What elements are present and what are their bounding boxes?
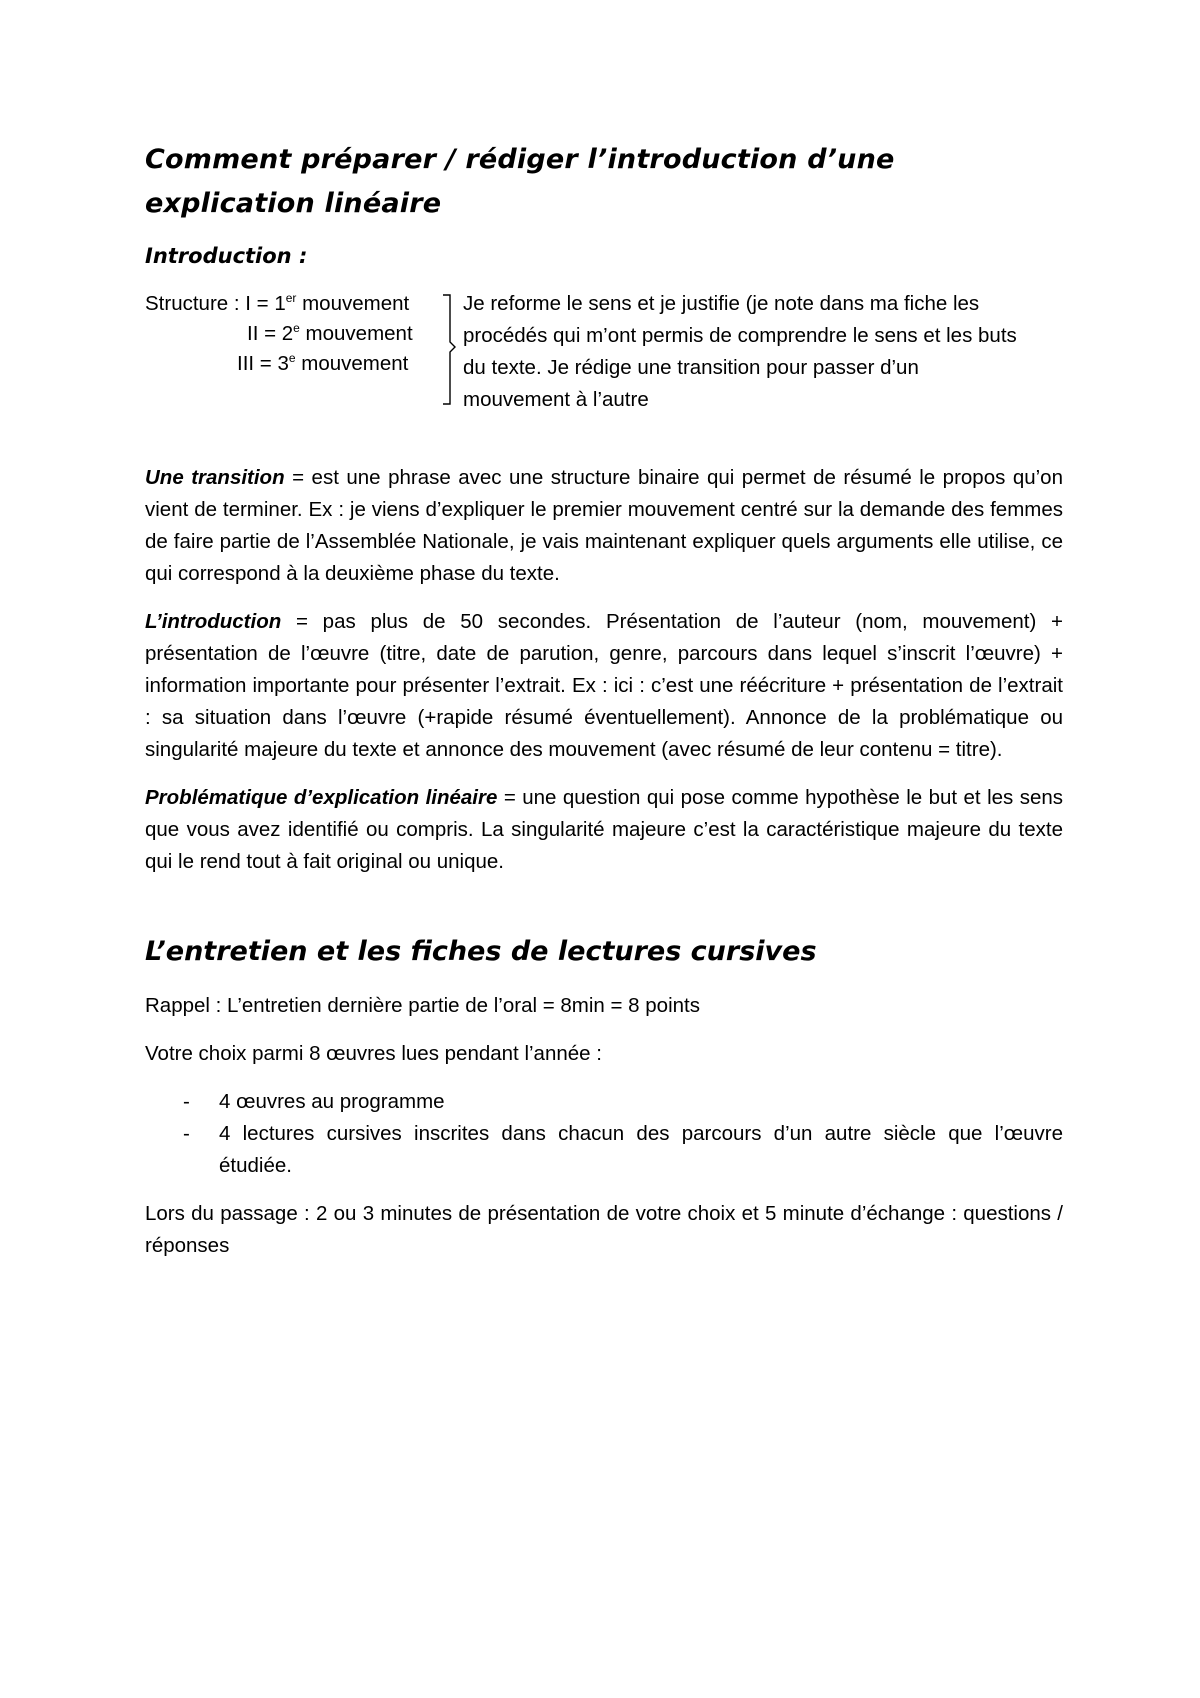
structure-block [145, 288, 1063, 418]
term-transition: Une transition [145, 466, 285, 489]
structure-roman: I = 1er mouvement [245, 291, 410, 315]
entretien-heading: L’entretien et les fiches de lectures cursives [145, 936, 817, 967]
term-introduction: L’introduction [145, 610, 282, 633]
document-page [145, 138, 1063, 1278]
paragraph-introduction: L’introduction = pas plus de 50 secondes. Présentation de l’auteur (nom, mouvement) + présentation de l’œuvre (titre, date de parution, genre, parcours dans lequel s’inscrit l’œuvre) + information importante pour présenter l’extrait. Ex : ici : c’est une réécriture + présentation de l’extrait : sa situation dans l’œuvre (+rapide résumé éventuellement). Annonce de la problématique ou singularité majeure du texte et annonce des mouvement (avec résumé de leur contenu = titre). [145, 610, 1063, 761]
paragraph-problematique: Problématique d’explication linéaire = une question qui pose comme hypothèse le but et les sens que vous avez identifié ou compris. La singularité majeure c’est la caractéristique majeure du texte qui le rend tout à fait original ou unique. [145, 786, 1064, 873]
introduction-heading: Introduction : [145, 244, 308, 268]
entretien-section [145, 990, 1063, 1262]
title-line-2: explication linéaire [145, 188, 442, 219]
oeuvres-list [145, 1086, 1063, 1182]
rappel-text: Rappel : L’entretien dernière partie de l’oral = 8min = 8 points [145, 994, 700, 1017]
structure-row-3: III = $3^e$ mouvement [237, 351, 409, 375]
title-line-1: Comment préparer / rédiger l’introduction d’une [145, 144, 895, 175]
term-problematique: Problématique d’explication linéaire [145, 786, 498, 809]
structure-row-1 [145, 288, 409, 320]
paragraph-transition: Une transition = est une phrase avec une structure binaire qui permet de résumé le propos qu’on vient de terminer. Ex : je viens d’expliquer le premier mouvement centré sur la demande des femmes de faire partie de l’Assemblée Nationale, je vais maintenant expliquer quels arguments elle utilise, ce qui correspond à la deuxième phase du texte. [145, 466, 1063, 585]
definitions [145, 462, 1063, 878]
structure-row-2: II = $2^e$ mouvement [247, 321, 413, 345]
structure-prefix: Structure : [145, 292, 246, 315]
list-item: - 4 lectures cursives inscrites dans chacun des parcours d’un autre siècle que l’œuvre étudiée. [183, 1122, 1063, 1177]
choix-text: Votre choix parmi 8 œuvres lues pendant l’année : [145, 1042, 602, 1065]
structure-description: Je reforme le sens et je justifie (je note dans ma fiche les procédés qui m’ont permis de comprendre le sens et les buts du texte. Je rédige une transition pour passer d’un mouvement à l’autre [463, 292, 1017, 411]
page-title [145, 138, 1063, 226]
right-brace-icon [441, 294, 457, 406]
list-item: - 4 œuvres au programme [183, 1090, 445, 1113]
passage-text: Lors du passage : 2 ou 3 minutes de présentation de votre choix et 5 minute d’échange : questions / réponses [145, 1202, 1063, 1257]
